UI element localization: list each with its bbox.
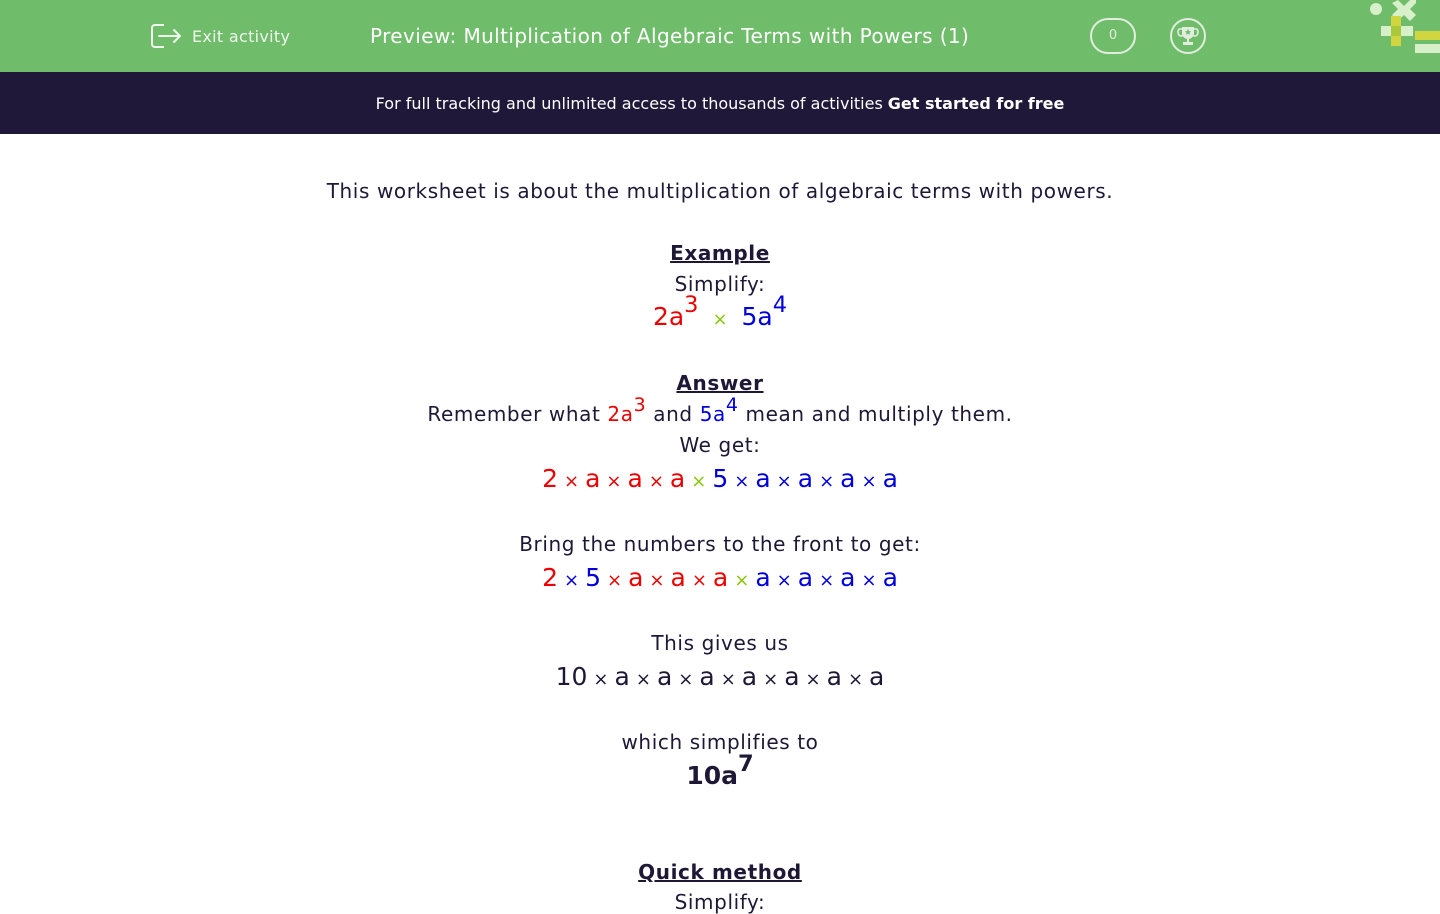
score-badge: 0 [1090,18,1136,54]
term-1-power: 3 [684,292,699,319]
remember-term-2: 5a [699,402,726,426]
result-expression [0,751,1440,790]
remember-text [0,393,1440,426]
remember-term-1-power: 3 [633,393,647,416]
quick-simplify-label: Simplify: [674,890,766,914]
gives-label: This gives us [651,631,789,655]
get-started-link[interactable]: Get started for free [887,93,1065,113]
remember-term-1: 2a [607,402,634,426]
we-get-label: We get: [679,433,761,457]
exit-icon [150,22,182,50]
exit-label: Exit activity [192,26,291,46]
combined-expression: 10 × a × a × a × a × a × a × a [555,662,885,691]
remember-post: mean and multiply them. [745,402,1013,426]
exit-activity-button[interactable] [150,22,290,50]
bring-label: Bring the numbers to the front to get: [519,532,921,556]
result-term: 10a [686,761,738,790]
intro-text: This worksheet is about the multiplication of algebraic terms with powers. [326,179,1114,203]
trophy-icon [1177,25,1199,47]
banner-text: For full tracking and unlimited access to thousands of activities [375,93,883,113]
example-expression [0,292,1440,331]
rearranged-expression: 2 × 5 × a × a × a × a × a × a × a [542,563,898,592]
signup-banner [0,72,1440,134]
remember-mid: and [653,402,693,426]
term-1: 2a [652,302,685,331]
multiply-sign: × [712,309,728,330]
simplifies-label: which simplifies to [621,730,819,754]
remember-pre: Remember what [427,402,601,426]
top-bar [0,0,1440,72]
example-heading: Example [670,241,770,265]
expanded-expression: 2 × a × a × a × 5 × a × a × a × a [542,464,898,493]
remember-term-2-power: 4 [725,393,739,416]
term-2: 5a [741,302,773,331]
quick-method-heading: Quick method [638,860,802,884]
answer-heading: Answer [676,371,764,395]
page-title: Preview: Multiplication of Algebraic Terms with Powers (1) [370,24,970,48]
simplify-label: Simplify: [674,272,766,296]
result-power: 7 [738,751,754,778]
term-2-power: 4 [772,292,788,319]
logo-icon [1365,0,1440,56]
trophy-button[interactable] [1170,18,1206,54]
